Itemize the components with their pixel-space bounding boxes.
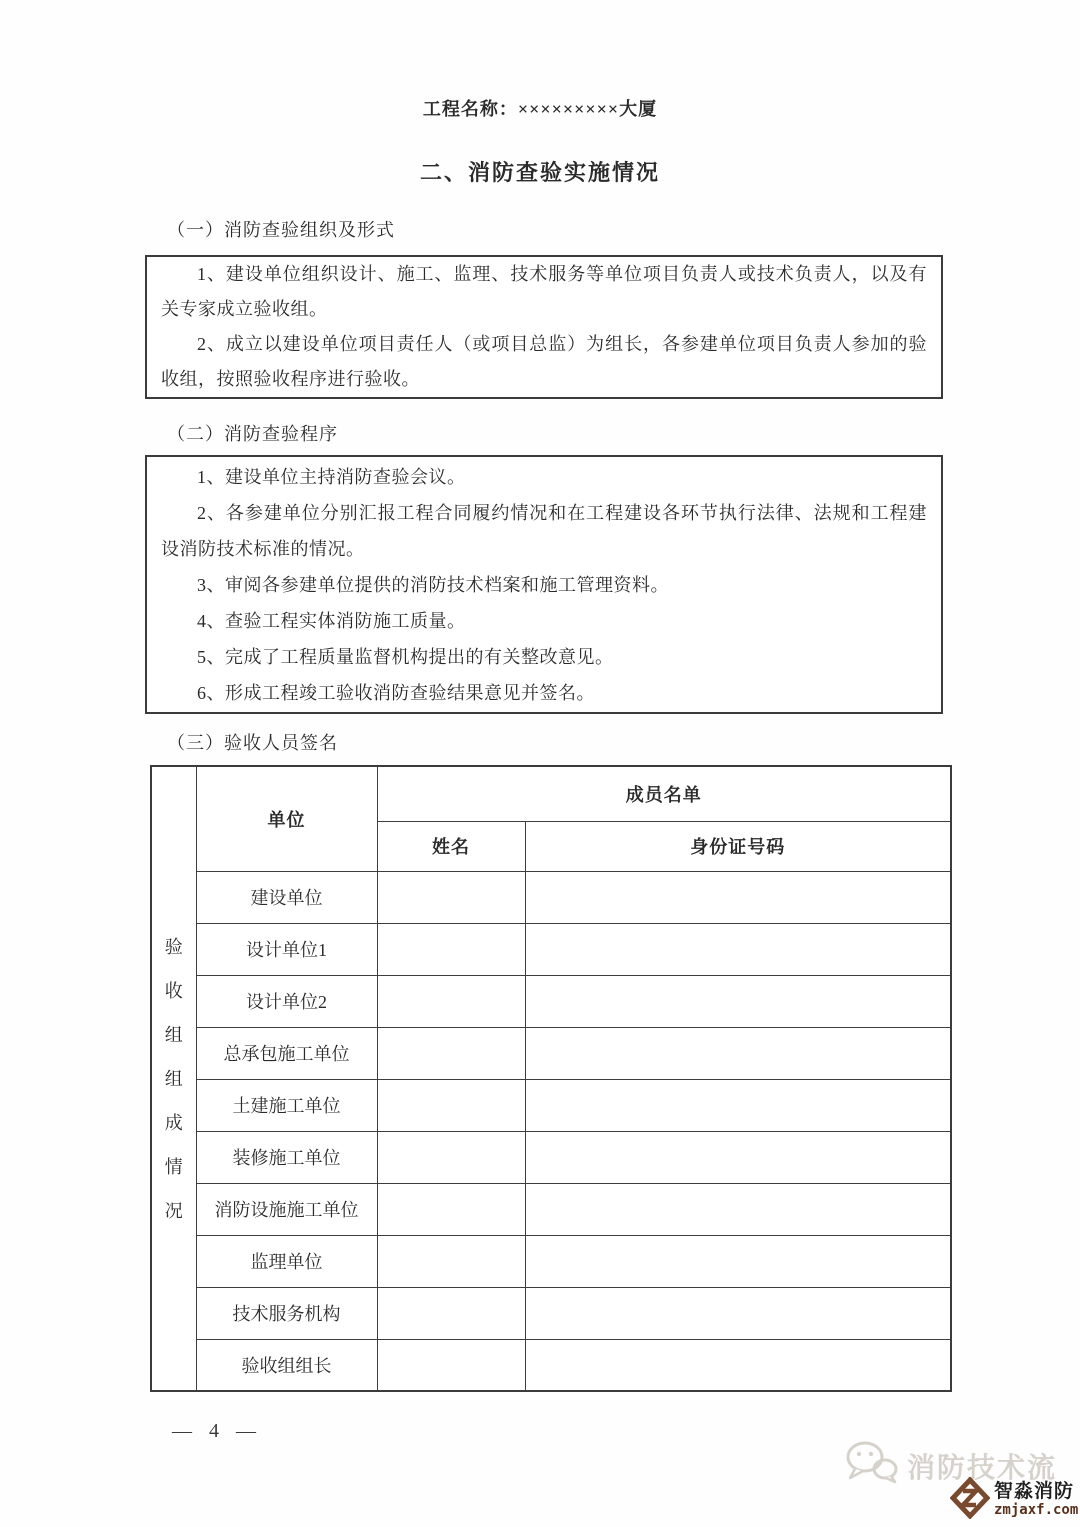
organization-item: 1、建设单位组织设计、施工、监理、技术服务等单位项目负责人或技术负责人，以及有关专家成立验收组。 [161, 264, 927, 319]
section-title-procedure: （二）消防查验程序 [167, 424, 338, 444]
table-row [151, 1131, 951, 1183]
signature-table [150, 765, 952, 1392]
organization-item: 2、成立以建设单位项目责任人（或项目总监）为组长，各参建单位项目负责人参加的验收组，按照验收程序进行验收。 [161, 334, 927, 389]
id-cell [525, 1339, 951, 1391]
brand-logo-icon [950, 1477, 990, 1524]
column-header-unit: 单位 [196, 766, 377, 871]
name-cell [377, 1079, 525, 1131]
table-row [151, 1079, 951, 1131]
procedure-item: 2、各参建单位分别汇报工程合同履约情况和在工程建设各环节执行法律、法规和工程建设消防技术标准的情况。 [161, 503, 927, 559]
table-row [151, 923, 951, 975]
section-title-signatures: （三）验收人员签名 [167, 733, 338, 753]
column-header-member-list: 成员名单 [377, 766, 951, 821]
name-cell [377, 1287, 525, 1339]
name-cell [377, 1183, 525, 1235]
table-row [151, 1183, 951, 1235]
procedure-item: 1、建设单位主持消防查验会议。 [197, 467, 466, 487]
brand-url: zmjaxf.com [994, 1502, 1079, 1519]
brand-watermark [950, 1477, 1078, 1524]
column-header-name: 姓名 [377, 821, 525, 871]
unit-label: 消防设施施工单位 [196, 1183, 377, 1235]
row-group-label-cell [151, 766, 196, 1391]
table-row [151, 1287, 951, 1339]
id-cell [525, 1183, 951, 1235]
name-cell [377, 1339, 525, 1391]
table-row [151, 871, 951, 923]
column-header-id-number: 身份证号码 [525, 821, 951, 871]
name-cell [377, 1131, 525, 1183]
project-name-line: 工程名称：×××××××××大厦 [422, 99, 658, 119]
unit-label: 建设单位 [196, 871, 377, 923]
table-row [151, 975, 951, 1027]
row-group-label: 验收组组成情况 [164, 936, 183, 1221]
unit-label: 设计单位2 [196, 975, 377, 1027]
id-cell [525, 1235, 951, 1287]
procedure-item: 4、查验工程实体消防施工质量。 [197, 611, 466, 631]
id-cell [525, 975, 951, 1027]
name-cell [377, 975, 525, 1027]
name-cell [377, 1235, 525, 1287]
table-row [151, 1027, 951, 1079]
id-cell [525, 1287, 951, 1339]
unit-label: 监理单位 [196, 1235, 377, 1287]
procedure-item: 6、形成工程竣工验收消防查验结果意见并签名。 [197, 683, 595, 703]
id-cell [525, 923, 951, 975]
page-number: — 4 — [172, 1420, 262, 1442]
unit-label: 设计单位1 [196, 923, 377, 975]
table-row [151, 1339, 951, 1391]
name-cell [377, 871, 525, 923]
unit-label: 技术服务机构 [196, 1287, 377, 1339]
brand-name: 智淼消防 [994, 1481, 1075, 1503]
unit-label: 装修施工单位 [196, 1131, 377, 1183]
id-cell [525, 871, 951, 923]
procedure-item: 3、审阅各参建单位提供的消防技术档案和施工管理资料。 [197, 575, 669, 595]
unit-label: 土建施工单位 [196, 1079, 377, 1131]
wechat-watermark-text: 消防技术流 [907, 1453, 1058, 1484]
unit-label: 总承包施工单位 [196, 1027, 377, 1079]
wechat-icon [845, 1440, 899, 1492]
procedure-text-box [145, 455, 943, 714]
id-cell [525, 1079, 951, 1131]
section-title-organization: （一）消防查验组织及形式 [167, 220, 395, 240]
name-cell [377, 1027, 525, 1079]
id-cell [525, 1131, 951, 1183]
procedure-item: 5、完成了工程质量监督机构提出的有关整改意见。 [197, 647, 614, 667]
page-title: 二、消防查验实施情况 [419, 160, 660, 185]
table-row [151, 1235, 951, 1287]
unit-label: 验收组组长 [196, 1339, 377, 1391]
name-cell [377, 923, 525, 975]
id-cell [525, 1027, 951, 1079]
organization-text-box [145, 255, 943, 399]
